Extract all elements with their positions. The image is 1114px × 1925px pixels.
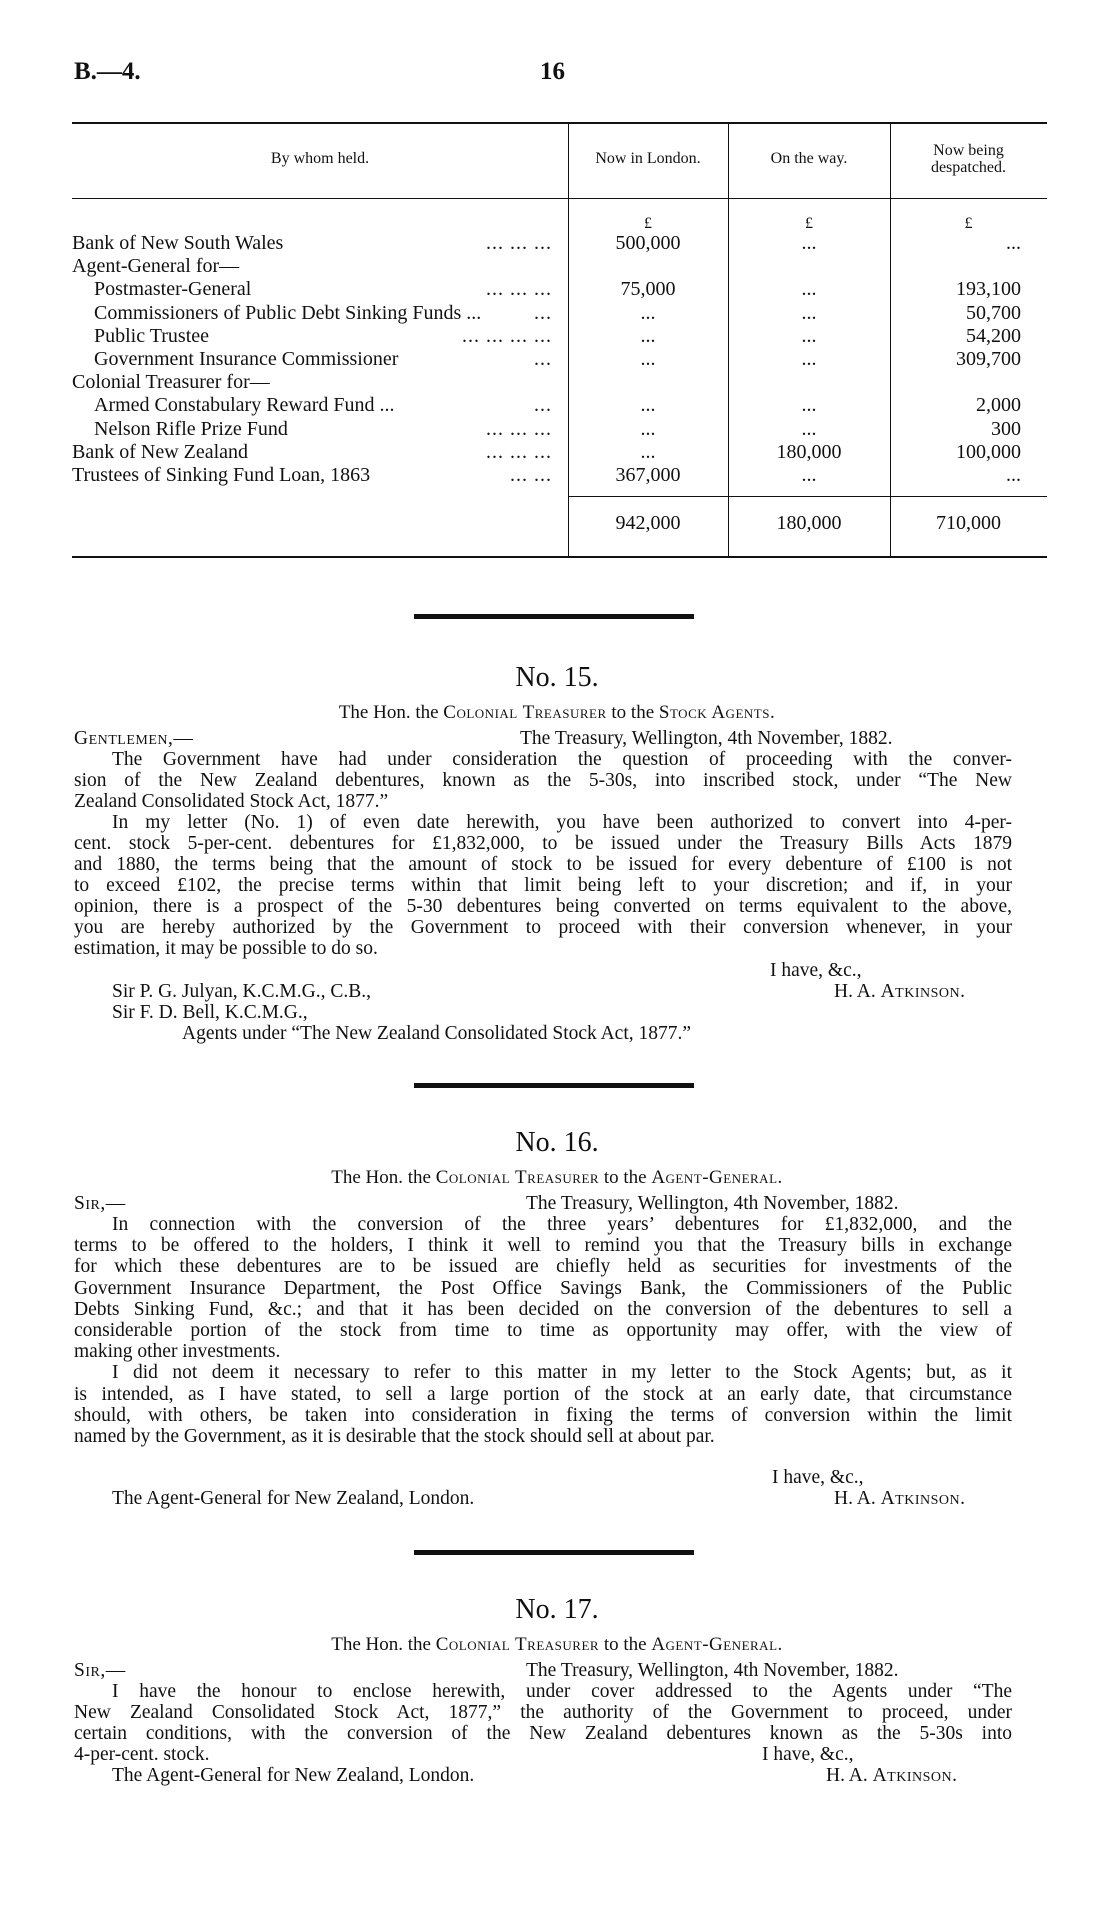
- row-label: Public Trustee: [94, 324, 210, 347]
- row-label: Commissioners of Public Debt Sinking Funds ...: [94, 301, 482, 324]
- table-total-rule: [568, 496, 1047, 497]
- signer-name: Atkinson.: [880, 981, 966, 1002]
- document-reference: B.—4.: [74, 58, 141, 85]
- table-row: [72, 418, 560, 441]
- table-row: [72, 255, 560, 278]
- body-line: In connection with the conversion of the three years’ debentures for £1,832,000, and the: [112, 1214, 1012, 1235]
- body-line: I did not deem it necessary to refer to this matter in my letter to the Stock Agents; but, as it: [112, 1362, 1012, 1384]
- cell-way: 180,000: [776, 440, 842, 463]
- letter-17-subtitle: [0, 1634, 1114, 1656]
- letter-16-addressee: The Agent-General for New Zealand, London.: [112, 1488, 475, 1509]
- row-label: Trustees of Sinking Fund Loan, 1863: [72, 464, 371, 486]
- subtitle-recipient: Stock Agents.: [658, 702, 776, 723]
- row-leader-dots: ... ... ...: [486, 440, 552, 463]
- subtitle-prefix: The Hon. the: [331, 1634, 431, 1655]
- subtitle-mid: to the: [603, 1167, 647, 1188]
- table-row: [72, 302, 560, 325]
- cell-way: ...: [801, 348, 817, 370]
- section-divider: [414, 1550, 694, 1555]
- row-label: Armed Constabulary Reward Fund ...: [94, 394, 395, 417]
- cell-way: ...: [801, 417, 817, 440]
- letter-15-salutation: Gentlemen,—: [74, 728, 194, 749]
- holdings-table: [72, 122, 1047, 558]
- body-line: opinion, there is a prospect of the 5-30 debentures being converted on terms equivalent to the above,: [74, 896, 1012, 917]
- currency-symbol-london: £: [644, 215, 652, 232]
- row-label: Agent-General for—: [72, 255, 240, 278]
- body-line: 4-per-cent. stock.: [74, 1744, 210, 1765]
- column-header-despatched: Now being despatched.: [930, 142, 1007, 176]
- body-line: certain conditions, with the conversion of the New Zealand debentures known as the 5-30s into: [74, 1723, 1012, 1744]
- row-leader-dots: ...: [534, 301, 552, 324]
- row-leader-dots: ...: [534, 394, 552, 417]
- body-line: New Zealand Consolidated Stock Act, 1877,” the authority of the Government to proceed, under: [74, 1702, 1012, 1723]
- cell-despatched: 54,200: [966, 324, 1021, 347]
- body-line: is intended, as I have stated, to sell a large portion of the stock at an early date, that circumstance: [74, 1383, 1012, 1405]
- cell-london: ...: [640, 417, 656, 440]
- letter-16-subtitle: [0, 1167, 1114, 1189]
- table-row: [72, 348, 560, 371]
- letter-17-addressee: The Agent-General for New Zealand, London.: [112, 1765, 475, 1786]
- row-label: Government Insurance Commissioner: [94, 348, 399, 370]
- page-number: 16: [540, 58, 565, 85]
- cell-way: ...: [801, 301, 817, 324]
- body-line: and 1880, the terms being that the amount of stock to be issued for every debenture of £100 is not: [74, 854, 1012, 875]
- section-divider: [414, 1083, 694, 1088]
- letter-15-closing: I have, &c.,: [770, 960, 862, 981]
- cell-despatched: 193,100: [956, 278, 1021, 301]
- body-line: you are hereby authorized by the Government to proceed with their conversion whenever, in your: [74, 917, 1012, 938]
- letter-16-signature: [834, 1488, 966, 1509]
- letter-17-signature: [826, 1765, 958, 1786]
- subtitle-sender: Colonial Treasurer: [443, 702, 607, 723]
- letter-15-title: No. 15.: [515, 662, 599, 693]
- body-line: The Government have had under consideration the question of proceeding with the conver-: [112, 749, 1012, 770]
- cell-way: ...: [801, 278, 817, 301]
- letter-15-addressee-2: Sir F. D. Bell, K.C.M.G.,: [112, 1002, 308, 1023]
- cell-london: 367,000: [615, 464, 681, 486]
- row-label: Bank of New South Wales: [72, 232, 284, 254]
- table-row: [72, 371, 560, 394]
- row-label: Postmaster-General: [94, 278, 252, 301]
- subtitle-prefix: The Hon. the: [338, 702, 439, 723]
- subtitle-mid: to the: [611, 702, 655, 723]
- total-despatched: 710,000: [936, 512, 1001, 534]
- row-leader-dots: ... ... ...: [486, 417, 552, 440]
- row-leader-dots: ... ...: [510, 464, 552, 486]
- body-line: considerable portion of the stock from time to time as opportunity may offer, with the view of: [74, 1320, 1012, 1341]
- body-line: Government Insurance Department, the Post Office Savings Bank, the Commissioners of the Public: [74, 1277, 1012, 1299]
- body-line: terms to be offered to the holders, I think it well to remind you that the Treasury bills in exchange: [74, 1235, 1012, 1257]
- body-line: I have the honour to enclose herewith, under cover addressed to the Agents under “The: [112, 1681, 1012, 1702]
- table-row: [72, 394, 560, 417]
- row-leader-dots: ... ... ...: [486, 232, 552, 254]
- body-line: should, with others, be taken into consideration in fixing the terms of conversion within the limit: [74, 1404, 1012, 1426]
- table-top-rule: [72, 122, 1047, 124]
- letter-15-subtitle: [0, 702, 1114, 724]
- subtitle-recipient: Agent-General.: [651, 1167, 783, 1188]
- letter-17-salutation: Sir,—: [74, 1660, 126, 1681]
- subtitle-recipient: Agent-General.: [651, 1634, 783, 1655]
- table-bottom-rule: [72, 556, 1047, 558]
- table-row: [72, 441, 560, 464]
- row-leader-dots: ...: [534, 348, 552, 370]
- signer-name: Atkinson.: [872, 1765, 958, 1786]
- letter-15-signature: [834, 981, 966, 1002]
- currency-symbol-way: £: [805, 215, 813, 232]
- row-label: Nelson Rifle Prize Fund: [94, 417, 288, 440]
- cell-london: ...: [640, 394, 656, 417]
- signer-initials: H. A.: [834, 1488, 876, 1509]
- column-header-on-the-way: On the way.: [770, 150, 848, 167]
- row-leader-dots: ... ... ... ...: [462, 324, 552, 347]
- cell-london: ...: [640, 348, 656, 370]
- letter-15-addressee-1: Sir P. G. Julyan, K.C.M.G., C.B.,: [112, 981, 371, 1002]
- body-line: estimation, it may be possible to do so.: [74, 938, 378, 959]
- cell-london: ...: [640, 324, 656, 347]
- subtitle-mid: to the: [603, 1634, 647, 1655]
- letter-16-dateline: The Treasury, Wellington, 4th November, 1882.: [526, 1193, 899, 1214]
- column-header-holder: By whom held.: [270, 150, 370, 167]
- signer-initials: H. A.: [826, 1765, 868, 1786]
- body-line: In my letter (No. 1) of even date herewith, you have been authorized to convert into 4-per-: [112, 812, 1012, 833]
- body-line: to exceed £102, the precise terms within that limit being left to your discretion; and if, in your: [74, 875, 1012, 896]
- cell-despatched: 300: [991, 417, 1021, 440]
- letter-17-closing: I have, &c.,: [762, 1744, 854, 1765]
- total-london: 942,000: [615, 512, 681, 534]
- table-row: [72, 232, 560, 255]
- body-line: cent. stock 5-per-cent. debentures for £1,832,000, to be issued under the Treasury Bills Acts 1879: [74, 833, 1012, 854]
- signer-name: Atkinson.: [880, 1488, 966, 1509]
- cell-despatched: 50,700: [966, 301, 1021, 324]
- cell-despatched: 2,000: [976, 394, 1021, 417]
- cell-way: ...: [801, 232, 817, 254]
- body-line: named by the Government, as it is desirable that the stock should sell at about par.: [74, 1426, 715, 1447]
- letter-15-addressee-3: Agents under “The New Zealand Consolidated Stock Act, 1877.”: [182, 1023, 692, 1044]
- table-row: [72, 325, 560, 348]
- row-leader-dots: ... ... ...: [486, 278, 552, 301]
- row-label: Bank of New Zealand: [72, 440, 249, 463]
- subtitle-sender: Colonial Treasurer: [435, 1634, 600, 1655]
- body-line: for which these debentures are to be issued are chiefly held as securities for investments of the: [74, 1256, 1012, 1278]
- total-on-the-way: 180,000: [776, 512, 842, 534]
- letter-16-title: No. 16.: [515, 1127, 599, 1158]
- letter-16-closing: I have, &c.,: [772, 1467, 864, 1488]
- cell-despatched: ...: [1006, 232, 1021, 254]
- table-header-rule: [72, 198, 1047, 199]
- cell-way: ...: [801, 394, 817, 417]
- row-label: Colonial Treasurer for—: [72, 371, 270, 394]
- table-row: [72, 278, 560, 301]
- cell-london: ...: [640, 440, 656, 463]
- cell-london: 75,000: [620, 278, 676, 301]
- signer-initials: H. A.: [834, 981, 876, 1002]
- body-line: sion of the New Zealand debentures, known as the 5-30s, into inscribed stock, under “The New: [74, 770, 1012, 791]
- letter-16-salutation: Sir,—: [74, 1193, 126, 1214]
- subtitle-sender: Colonial Treasurer: [435, 1167, 600, 1188]
- column-header-london: Now in London.: [595, 150, 701, 167]
- cell-despatched: ...: [1006, 464, 1021, 486]
- body-line: Debts Sinking Fund, &c.; and that it has been decided on the conversion of the debentures to sell a: [74, 1298, 1012, 1320]
- cell-despatched: 309,700: [956, 348, 1021, 370]
- subtitle-prefix: The Hon. the: [331, 1167, 431, 1188]
- section-divider: [414, 614, 694, 619]
- table-row: [72, 464, 560, 487]
- cell-london: 500,000: [615, 232, 681, 254]
- cell-way: ...: [801, 324, 817, 347]
- body-line: making other investments.: [74, 1341, 281, 1363]
- letter-15-dateline: The Treasury, Wellington, 4th November, 1882.: [520, 728, 893, 749]
- currency-symbol-despatched: £: [964, 215, 973, 232]
- letter-17-title: No. 17.: [515, 1594, 599, 1625]
- body-line: Zealand Consolidated Stock Act, 1877.”: [74, 791, 389, 812]
- cell-london: ...: [640, 301, 656, 324]
- letter-17-dateline: The Treasury, Wellington, 4th November, 1882.: [526, 1660, 899, 1681]
- cell-way: ...: [801, 464, 817, 486]
- cell-despatched: 100,000: [956, 440, 1021, 463]
